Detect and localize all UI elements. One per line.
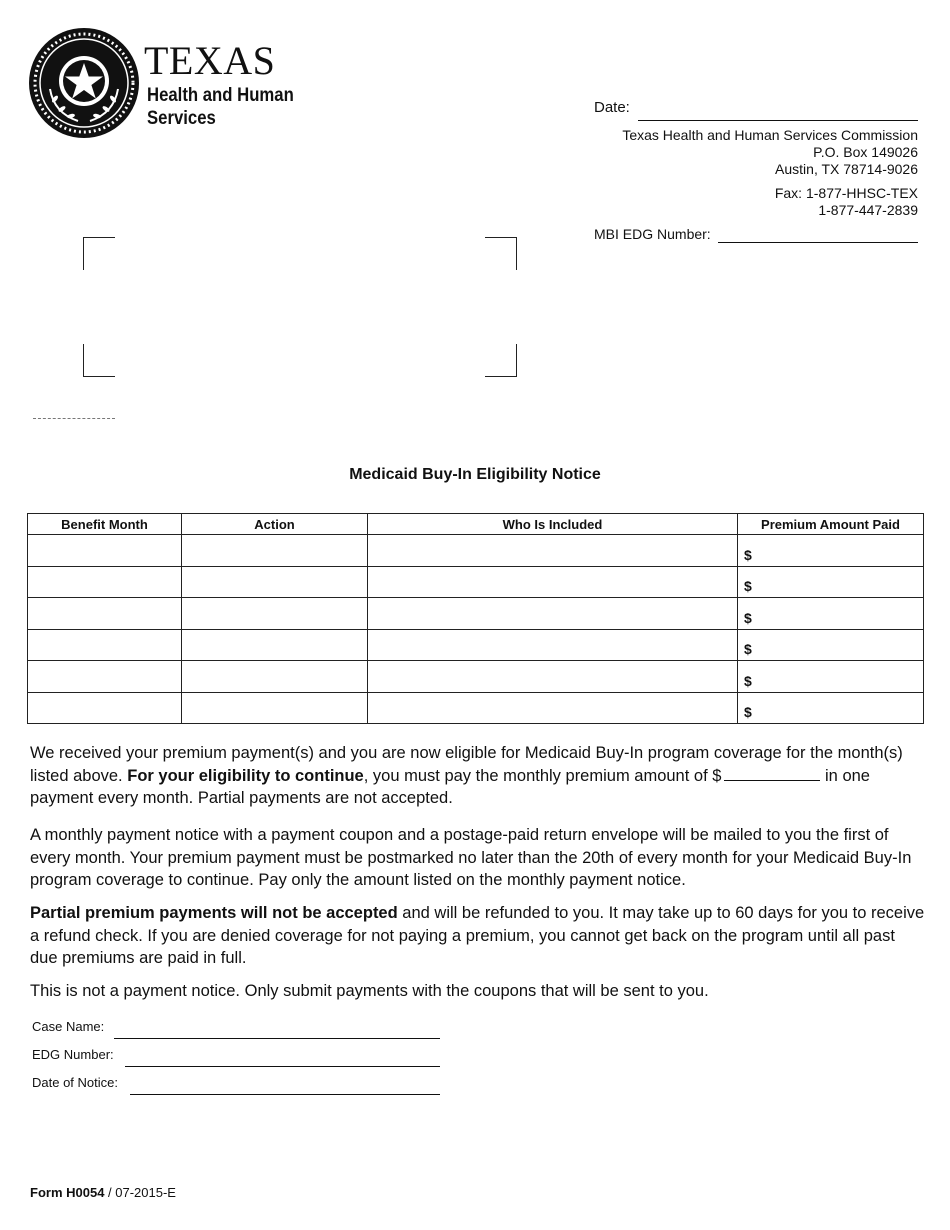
benefit-month-cell[interactable] xyxy=(28,598,182,630)
paragraph-text: , you must pay the monthly premium amount of $ xyxy=(363,766,722,785)
action-cell[interactable] xyxy=(182,566,368,598)
action-cell[interactable] xyxy=(182,535,368,567)
case-name-field[interactable] xyxy=(114,1038,440,1039)
date-field[interactable] xyxy=(638,120,918,121)
table-row xyxy=(28,535,924,567)
table-row xyxy=(28,661,924,693)
barcode-dashes xyxy=(33,418,115,419)
partial-payment-paragraph xyxy=(30,902,925,970)
payment-notice-paragraph: A monthly payment notice with a payment coupon and a postage-paid return envelope will be mailed to you the first of every month. Your premium payment must be postmarked no later than the 20th of every month for your Medicaid Buy-In program coverage to continue. Pay only the amount listed on the monthly payment notice. xyxy=(30,826,912,889)
address-line: P.O. Box 149026 xyxy=(813,144,918,160)
premium-cell[interactable]: $ xyxy=(738,598,924,630)
action-cell[interactable] xyxy=(182,692,368,724)
mbi-edg-label: MBI EDG Number: xyxy=(594,226,711,242)
premium-cell[interactable]: $ xyxy=(738,566,924,598)
form-version: / 07-2015-E xyxy=(104,1185,176,1200)
date-of-notice-label: Date of Notice: xyxy=(32,1075,118,1090)
logo-services-text: Services xyxy=(147,108,216,129)
window-corner-mark xyxy=(83,237,115,270)
paragraph-text: in one payment every month. Partial payments are not accepted. xyxy=(30,766,870,807)
texas-seal-icon xyxy=(28,27,140,139)
col-header-who-included: Who Is Included xyxy=(368,514,738,535)
paragraph-bold-text: Partial premium payments will not be accepted xyxy=(30,904,398,922)
table-row xyxy=(28,692,924,724)
fax-line: Fax: 1-877-HHSC-TEX xyxy=(774,185,918,201)
hhs-logo xyxy=(28,27,328,139)
eligibility-paragraph xyxy=(30,742,925,810)
who-included-cell[interactable] xyxy=(368,598,738,630)
phone-line: 1-877-447-2839 xyxy=(818,202,918,218)
notice-title: Medicaid Buy-In Eligibility Notice xyxy=(349,466,601,483)
commission-address xyxy=(622,127,918,178)
paragraph-text: and will be refunded to you. It may take up to 60 days for you to receive a refund check. If you are denied coverage for not paying a premium, you cannot get back on the program until all past due premiums are paid in full. xyxy=(30,904,925,967)
col-header-action: Action xyxy=(182,514,368,535)
table-header-row xyxy=(28,514,924,535)
benefit-month-cell[interactable] xyxy=(28,535,182,567)
col-header-premium-paid: Premium Amount Paid xyxy=(738,514,924,535)
who-included-cell[interactable] xyxy=(368,566,738,598)
benefit-month-cell[interactable] xyxy=(28,629,182,661)
who-included-cell[interactable] xyxy=(368,629,738,661)
who-included-cell[interactable] xyxy=(368,535,738,567)
table-row xyxy=(28,629,924,661)
case-name-label: Case Name: xyxy=(32,1019,105,1034)
address-line: Texas Health and Human Services Commission xyxy=(622,127,918,143)
benefit-month-cell[interactable] xyxy=(28,661,182,693)
logo-texas-text: TEXAS xyxy=(144,38,276,83)
window-corner-mark xyxy=(485,344,517,377)
premium-amount-field[interactable] xyxy=(724,767,820,781)
form-id: Form H0054 xyxy=(30,1185,105,1200)
action-cell[interactable] xyxy=(182,629,368,661)
eligibility-table xyxy=(27,513,924,724)
premium-cell[interactable]: $ xyxy=(738,629,924,661)
premium-cell[interactable]: $ xyxy=(738,661,924,693)
mbi-edg-field[interactable] xyxy=(718,242,918,243)
fax-block xyxy=(775,185,918,219)
premium-cell[interactable]: $ xyxy=(738,535,924,567)
table-row xyxy=(28,566,924,598)
who-included-cell[interactable] xyxy=(368,661,738,693)
action-cell[interactable] xyxy=(182,598,368,630)
col-header-benefit-month: Benefit Month xyxy=(28,514,182,535)
who-included-cell[interactable] xyxy=(368,692,738,724)
paragraph-text: We received your premium payment(s) and you are now eligible for Medicaid Buy-In program coverage for the month(s) listed above. xyxy=(30,744,903,785)
not-payment-notice-paragraph: This is not a payment notice. Only submit payments with the coupons that will be sent to you. xyxy=(30,982,709,1000)
table-row xyxy=(28,598,924,630)
benefit-month-cell[interactable] xyxy=(28,566,182,598)
window-corner-mark xyxy=(485,237,517,270)
window-corner-mark xyxy=(83,344,115,377)
benefit-month-cell[interactable] xyxy=(28,692,182,724)
logo-hhs-text: Health and Human xyxy=(147,85,294,106)
address-line: Austin, TX 78714-9026 xyxy=(775,161,918,177)
edg-number-field[interactable] xyxy=(125,1066,440,1067)
date-label: Date: xyxy=(594,99,630,116)
action-cell[interactable] xyxy=(182,661,368,693)
premium-cell[interactable]: $ xyxy=(738,692,924,724)
edg-number-label: EDG Number: xyxy=(32,1047,114,1062)
paragraph-bold-text: For your eligibility to continue xyxy=(127,766,364,785)
date-of-notice-field[interactable] xyxy=(130,1094,440,1095)
form-number xyxy=(30,1185,176,1200)
